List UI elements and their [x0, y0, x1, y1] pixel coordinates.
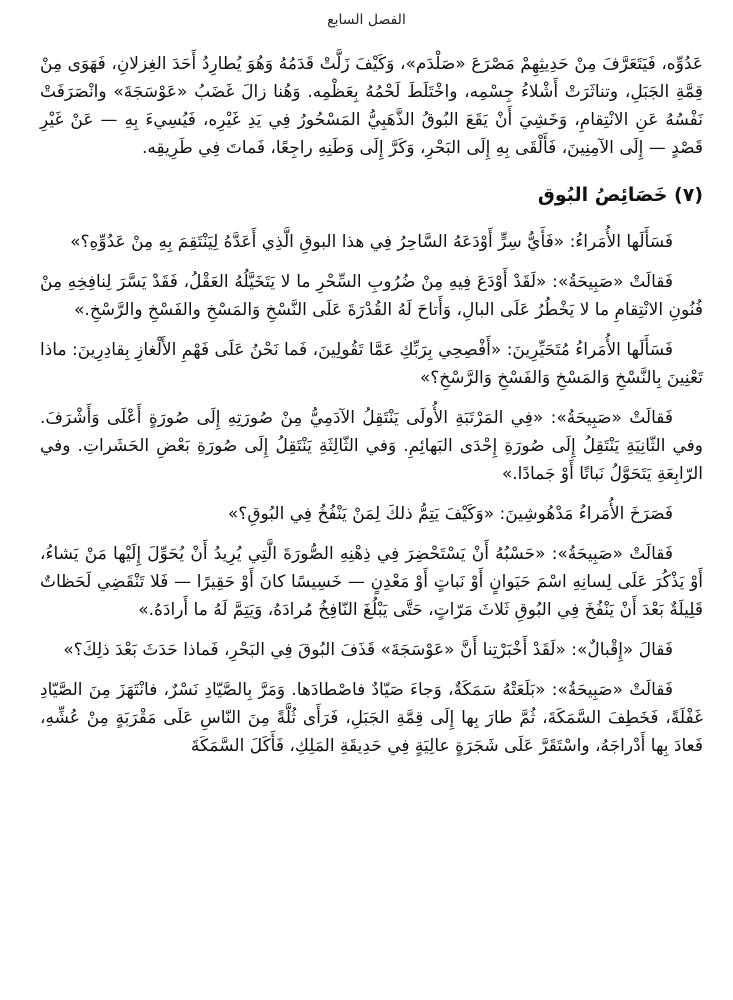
paragraph-2: فَسَأَلَها الأُمَراءُ: «فَأَيُّ سِرٍّ أَوْدَعَهُ السَّاحِرُ فِي هذا البوقِ الَّذِي أَعَدَّهُ لِيَنْتَقِمَ بِهِ مِنْ عَدُوِّهِ؟»: [70, 232, 673, 252]
page-body: [40, 50, 703, 772]
paragraph-9: فَقالَتْ «صَبِيحَةُ»: «بَلَعَتْهُ سَمَكَةٌ، وَجاءَ صَيّادٌ فاصْطادَها. وَمَرَّ بِالصَّيّادِ نَسْرٌ، فانْتَهَزَ مِنَ الصَّيّادِ غَفْلَةً، فَخَطِفَ السَّمَكَةَ، ثُمَّ طارَ بِها إِلَى قِمَّةِ الجَبَلِ، فَرَأَى ثُلَّةً مِنَ النّاسِ عَلَى مَقْرَبَةٍ مِنْ عُشِّهِ، فَعادَ بِها أَدْراجَهُ، واسْتَقَرَّ عَلَى شَجَرَةٍ عالِيَةٍ فِي حَدِيقَةِ المَلِكِ، فَأَكَلَ السَّمَكَةَ: [40, 680, 703, 756]
paragraph-6: فَصَرَخَ الأُمَراءُ مَدْهُوشِينَ: «وَكَيْفَ يَتِمُّ ذلكَ لِمَنْ يَنْفُخُ فِي البُوقِ؟»: [227, 504, 673, 524]
paragraph-5: فَقالَتْ «صَبِيحَةُ»: «فِي المَرْتَبَةِ الأُولَى يَنْتَقِلُ الآدَمِيُّ مِنْ صُورَتِهِ إِلَى صُورَةٍ أَعْلَى وَأَشْرَفَ. وفي الثّانِيَةِ يَنْتَقِلُ إِلَى صُورَةِ إِحْدَى البَهائِمِ. وَفي الثّالِثَةِ يَنْتَقِلُ إِلَى صُورَةِ بَعْضِ الحَشَراتِ. وفي الرّابِعَةِ يَتَحَوَّلُ نَباتًا أَوْ جَمادًا.»: [40, 408, 703, 484]
section-heading: (٧) خَصَائِصُ البُوق: [537, 184, 703, 206]
paragraph-3: فَقالَتْ «صَبِيحَةُ»: «لَقَدْ أَوْدَعَ فِيهِ مِنْ ضُرُوبِ السِّحْرِ ما لا يَتَخَيَّلُهُ العَقْلُ، فَقَدْ يَسَّرَ لِنافِخِهِ مِنْ فُنُونِ الانْتِقامِ ما لا يَخْطُرُ عَلَى البالِ، وَأَتاحَ لَهُ القُدْرَةَ عَلَى النَّسْخِ وَالمَسْخِ والفَسْخِ والرَّسْخِ.»: [40, 272, 703, 320]
paragraph-1: عَدُوِّه، فَيَتَعَرَّفَ مِنْ حَدِيثِهِمْ مَصْرَعَ «صَلْدَم»، وَكَيْفَ زَلَّتْ قَدَمُهُ وَهُوَ يُطارِدُ أَحَدَ الغِزلانِ، فَهَوَى مِنْ قِمَّةِ الجَبَلِ، وتناثَرَتْ أَشْلاءُ جِسْمِه، واخْتَلَطَ لَحْمُهُ بِعَظْمِه. وَهُنا زالَ غَضَبُ «عَوْسَجَةَ» وانْصَرَفَتْ نَفْسُهُ عَنِ الانْتِقامِ، وَخَشِيَ أَنْ يَقَعَ البُوقُ الذَّهَبِيُّ المَسْحُورُ فِي يَدِ غَيْرِه، فَيُسِيءَ بِهِ — عَنْ غَيْرِ قَصْدٍ — إِلَى الآمِنِينَ، فَأَلْقَى بِهِ إِلَى البَحْرِ، وَكَرَّ إِلَى وَطَنِهِ راجِعًا، فَماتَ فِي طَرِيقِه.: [40, 54, 703, 158]
paragraph-7: فَقالَتْ «صَبِيحَةُ»: «حَسْبُهُ أَنْ يَسْتَحْضِرَ فِي ذِهْنِهِ الصُّورَةَ الَّتِي يُرِيدُ أَنْ يُحَوِّلَ إِلَيْها مَنْ يَشاءُ، أَوْ يَذْكُرَ عَلَى لِسانِهِ اسْمَ حَيَوانٍ أَوْ نَباتٍ أَوْ مَعْدِنٍ — خَسِيسًا كانَ أَوْ حَقِيرًا — فَلا تَنْقَضِي لَحَظاتٌ قَلِيلَةٌ بَعْدَ أَنْ يَنْفُخَ فِي البُوقِ ثَلاثَ مَرّاتٍ، حَتَّى يَبْلُغَ النّافِخُ مُرادَهُ، وَيَتِمَّ لَهُ ما أَرادَهُ.»: [40, 544, 703, 620]
paragraph-4: فَسَأَلَها الأُمَراءُ مُتَحَيِّرِينَ: «أَفْصِحِي بِرَبِّكِ عَمَّا تَقُولِينَ، فَما نَحْنُ عَلَى فَهْمِ الأَلْغازِ بِقادِرِينَ: ماذا تَعْنِينَ بِالنَّسْخِ وَالمَسْخِ وَالفَسْخِ وَالرَّسْخِ؟»: [40, 340, 703, 388]
paragraph-8: فَقالَ «إِقْبالٌ»: «لَقَدْ أَخْبَرْتِنا أَنَّ «عَوْسَجَةَ» قَذَفَ البُوقَ فِي البَحْرِ، فَماذا حَدَثَ بَعْدَ ذلِكَ؟»: [63, 640, 673, 660]
chapter-title: الفصل السابع: [327, 12, 406, 28]
